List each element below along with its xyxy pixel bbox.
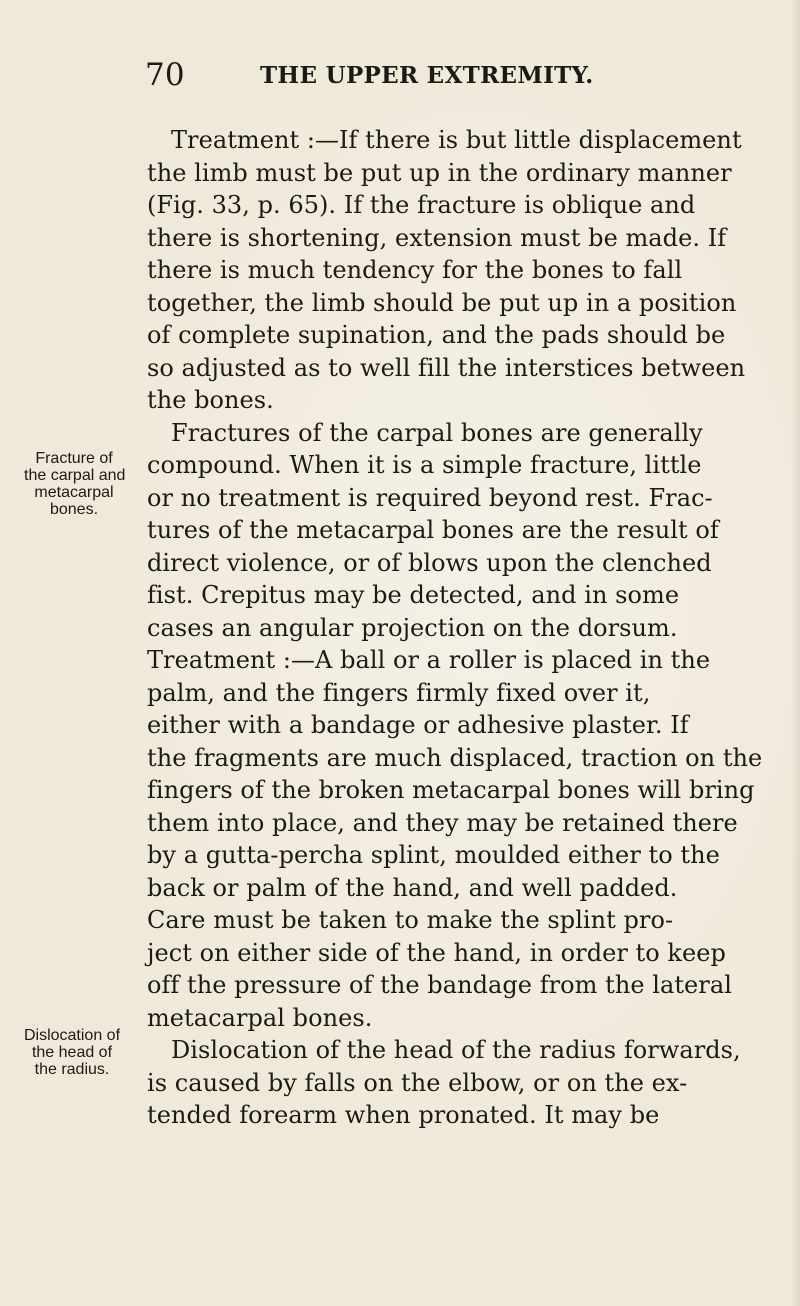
body-line: the fragments are much displaced, traction on the <box>147 744 763 772</box>
body-line: Treatment :—A ball or a roller is placed in the <box>147 646 711 674</box>
body-line: metacarpal bones. <box>147 1004 373 1032</box>
body-line: of complete supination, and the pads should be <box>147 321 726 349</box>
margin-note-line: metacarpal <box>34 484 114 501</box>
body-line: together, the limb should be put up in a position <box>147 289 737 317</box>
body-line: or no treatment is required beyond rest. Frac- <box>147 484 713 512</box>
margin-note-line: the radius. <box>34 1061 110 1078</box>
body-line: direct violence, or of blows upon the clenched <box>147 549 712 577</box>
margin-note-radius-dislocation <box>16 1027 128 1078</box>
body-line: tended forearm when pronated. It may be <box>147 1101 660 1129</box>
body-line: fist. Crepitus may be detected, and in some <box>147 581 680 609</box>
body-line: there is much tendency for the bones to fall <box>147 256 683 284</box>
running-head: THE UPPER EXTREMITY. <box>260 62 594 89</box>
margin-note-line: the carpal and <box>24 467 126 484</box>
body-line: Treatment :—If there is but little displacement <box>171 126 742 154</box>
margin-note-line: Fracture of <box>35 450 113 467</box>
page-edge-shadow <box>791 0 800 1306</box>
body-line: Dislocation of the head of the radius forwards, <box>171 1036 741 1064</box>
page-header <box>145 58 625 92</box>
body-line: the bones. <box>147 386 274 414</box>
body-line: tures of the metacarpal bones are the result of <box>147 516 719 544</box>
body-line: either with a bandage or adhesive plaster. If <box>147 711 689 739</box>
body-line: cases an angular projection on the dorsum. <box>147 614 678 642</box>
body-line: (Fig. 33, p. 65). If the fracture is oblique and <box>147 191 696 219</box>
body-line: off the pressure of the bandage from the lateral <box>147 971 732 999</box>
body-line: fingers of the broken metacarpal bones will bring <box>147 776 755 804</box>
body-line: by a gutta-percha splint, moulded either to the <box>147 841 720 869</box>
body-line: Fractures of the carpal bones are generally <box>171 419 703 447</box>
body-line: compound. When it is a simple fracture, little <box>147 451 702 479</box>
body-line: the limb must be put up in the ordinary manner <box>147 159 732 187</box>
margin-note-line: bones. <box>49 501 99 518</box>
margin-note-carpal-fracture <box>24 450 124 518</box>
body-line: them into place, and they may be retained there <box>147 809 738 837</box>
body-line: Care must be taken to make the splint pro- <box>147 906 674 934</box>
margin-note-line: Dislocation of <box>23 1027 121 1044</box>
body-line: ject on either side of the hand, in order to keep <box>147 939 726 967</box>
page-number: 70 <box>145 57 185 93</box>
body-line: so adjusted as to well fill the interstices between <box>147 354 746 382</box>
body-line: back or palm of the hand, and well padded. <box>147 874 678 902</box>
body-line: is caused by falls on the elbow, or on the ex- <box>147 1069 688 1097</box>
body-line: palm, and the fingers firmly fixed over it, <box>147 679 651 707</box>
margin-note-line: the head of <box>31 1044 113 1061</box>
body-line: there is shortening, extension must be made. If <box>147 224 727 252</box>
